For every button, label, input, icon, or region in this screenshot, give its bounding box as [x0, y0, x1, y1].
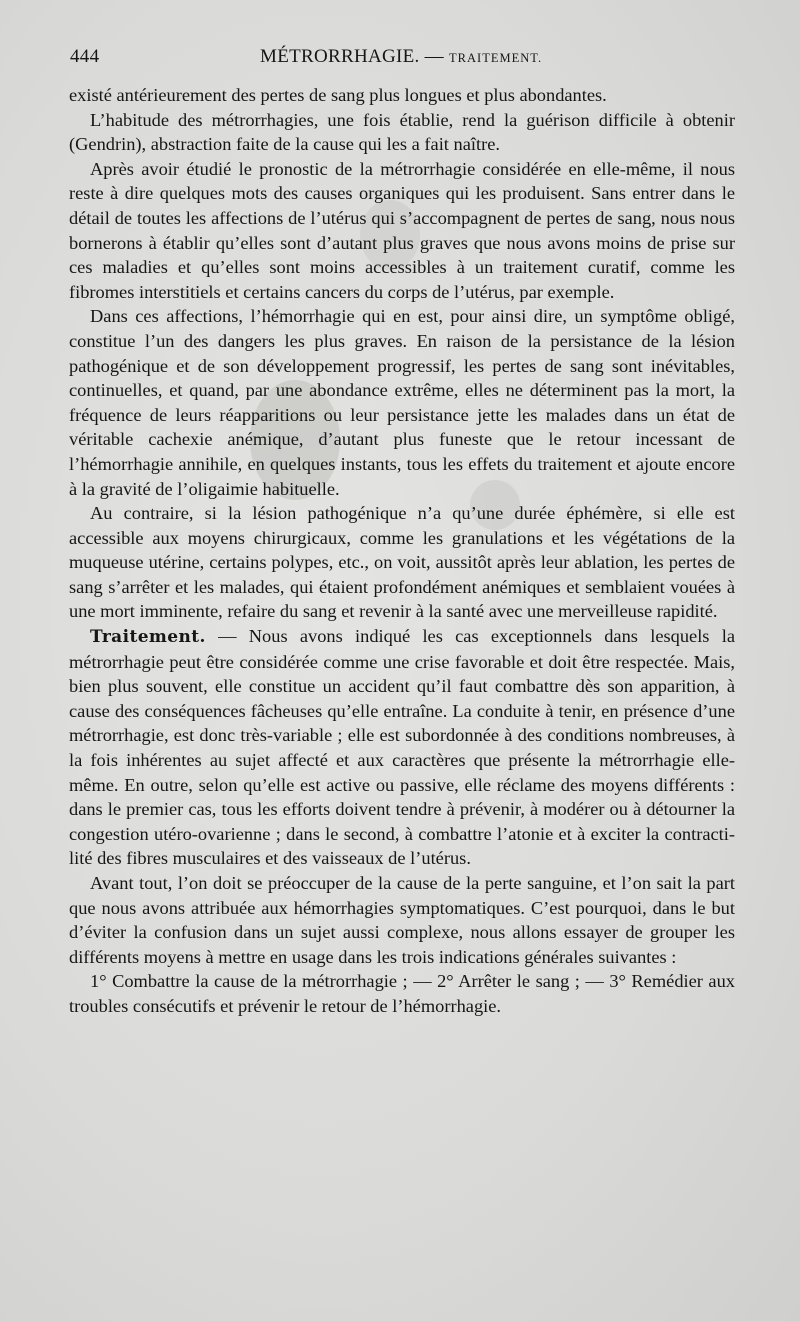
paragraph: L’habitude des métrorrhagies, une fois établie, rend la guérison difficile à obtenir (Gendrin), abstraction faite de la cause qui les a fait naître.: [69, 109, 735, 155]
page-header: [70, 46, 736, 74]
treatment-heading: Traitement.: [90, 627, 206, 648]
treatment-text: — Nous avons indiqué les cas exceptionnels dans lesquels la métrorrhagie peut être considérée comme une crise favorable et doit être respectée. Mais, bien plus souvent, elle constitue un accident qu’il faut combattre dès son apparition, à cause des conséquences fâcheuses qu’elle entraîne. La conduite à tenir, en présence d’une métrorrhagie, est donc très-variable ; elle est subordonnée à des conditions nombreuses, à la fois inhérentes au sujet affecté et aux caractères que présente la métrorrhagie elle-même. En outre, selon qu’elle est active ou passive, elle réclame des moyens différents : dans le premier cas, tous les efforts doivent tendre à prévenir, à modérer ou à détourner la congestion utéro-ovarienne ; dans le second, à combattre l’atonie et à exciter la contractilité des fibres musculaires et des vaisseaux de l’utérus.: [69, 626, 735, 869]
running-title-main: MÉTRORRHAGIE.: [260, 46, 420, 67]
running-title-dash: —: [424, 46, 444, 67]
paragraph: Avant tout, l’on doit se préoccuper de la cause de la perte sanguine, et l’on sait la part que nous avons attribuée aux hémorrhagies symptomatiques. C’est pourquoi, dans le but d’éviter la confusion dans un sujet aussi complexe, nous allons essayer de grouper les différents moyens à mettre en usage dans les trois indications générales suivantes :: [69, 873, 735, 967]
running-title: [260, 46, 542, 68]
treatment-paragraph: [69, 624, 735, 871]
paragraph: Dans ces affections, l’hémorrhagie qui en est, pour ainsi dire, un symptôme obligé, constitue l’un des dangers les plus graves. En raison de la persistance de la lésion pathogénique et de son développement progressif, les pertes de sang sont inévitables, continuelles, et quand, par une abondance extrême, elles ne déterminent pas la mort, la fréquence de leurs réapparitions ou leur persistance jette les malades dans un état de véritable cachexie anémique, d’autant plus funeste que le retour incessant de l’hémorrhagie annihile, en quelques instants, tous les effets du traitement et ajoute encore à la gravité de l’oligaimie habituelle.: [69, 306, 735, 499]
body-text: [69, 83, 735, 1019]
paragraph: Au contraire, si la lésion pathogénique n’a qu’une durée éphémère, si elle est accessible aux moyens chirurgicaux, comme les granulations et les végétations de la muqueuse utérine, certains polypes, etc., on voit, aussitôt après leur ablation, les pertes de sang s’arrêter et les malades, qui étaient profondément anémiques et semblaient vouées à une mort imminente, refaire du sang et revenir à la santé avec une merveilleuse rapidité.: [69, 503, 735, 622]
running-title-section: TRAITEMENT.: [449, 51, 543, 65]
paragraph: Après avoir étudié le pronostic de la métrorrhagie considérée en elle-même, il nous reste à dire quelques mots des causes organiques qui les produisent. Sans entrer dans le détail de toutes les affections de l’utérus qui s’accompagnent de pertes de sang, nous nous bornerons à établir qu’elles sont d’autant plus graves que nous avons moins de prise sur ces maladies et qu’elles sont moins accessibles à un traitement curatif, comme les fibromes interstitiels et certains cancers du corps de l’utérus, par exemple.: [69, 158, 735, 302]
paragraph-continued: existé antérieurement des pertes de sang plus longues et plus abondantes.: [69, 85, 607, 105]
indications-list: 1° Combattre la cause de la métrorrhagie ; — 2° Arrêter le sang ; — 3° Remédier aux troubles consécutifs et prévenir le retour de l’hémorrhagie.: [69, 971, 735, 1016]
page-number: 444: [70, 46, 100, 67]
